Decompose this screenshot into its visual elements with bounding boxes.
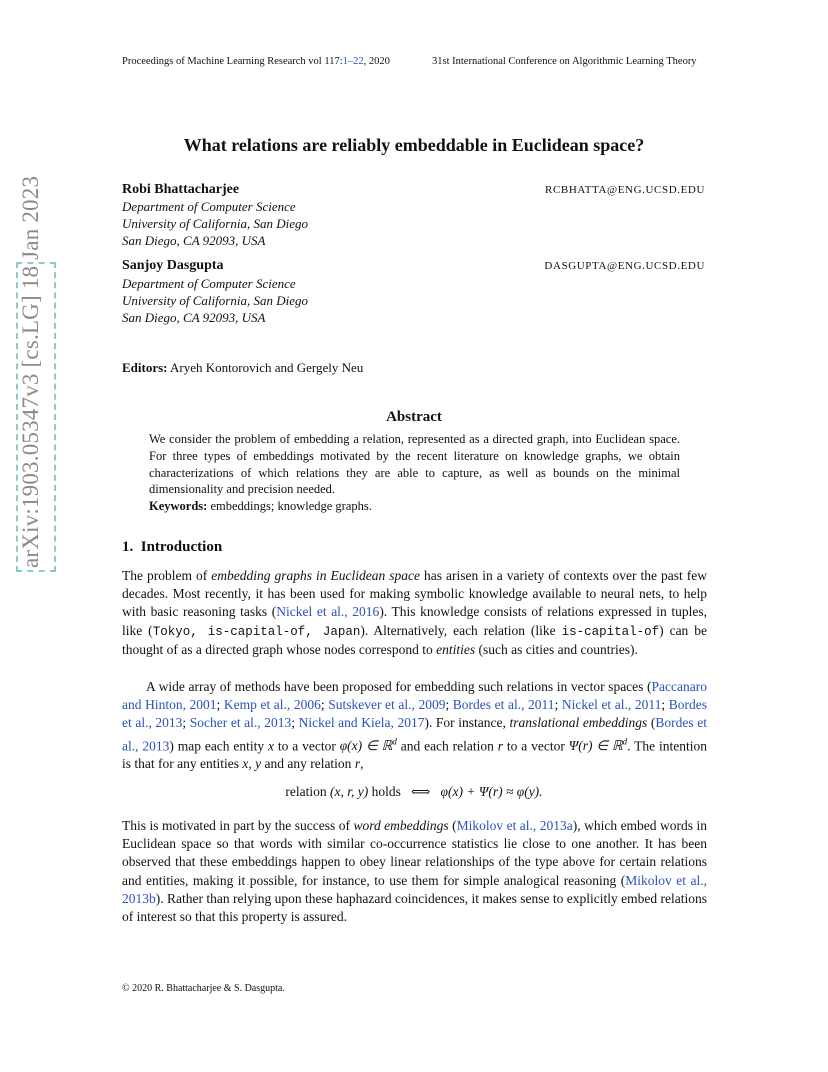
citation-link[interactable]: Mikolov et al., 2013b	[122, 872, 707, 906]
citation-link[interactable]: Socher et al., 2013	[189, 715, 292, 731]
section-heading: 1. Introduction	[122, 539, 223, 555]
citation-link[interactable]: Bordes et al., 2011	[452, 697, 555, 713]
citation-link[interactable]: Nickel et al., 2016	[276, 604, 380, 620]
author-name: Sanjoy Dasgupta	[122, 258, 224, 273]
author-affiliation: Department of Computer Science University of California, San Diego San Diego, CA 92093, USA	[122, 199, 308, 248]
arxiv-stamp[interactable]: arXiv:1903.05347v3 [cs.LG] 18 Jan 2023	[18, 175, 43, 568]
citation-link[interactable]: Paccanaro and Hinton, 2001	[122, 679, 707, 713]
paper-title: What relations are reliably embeddable in Euclidean space?	[183, 135, 645, 155]
citation-link[interactable]: Mikolov et al., 2013a	[456, 818, 573, 833]
citation-link[interactable]: Bordes et al., 2013	[122, 715, 707, 754]
citation-link[interactable]: Nickel and Kiela, 2017	[298, 715, 425, 731]
keywords-line: Keywords: embeddings; knowledge graphs.	[149, 499, 372, 514]
intro-paragraph-2: A wide array of methods have been proposed for embedding such relations in vector spaces (Paccanaro and Hinton, 2001; Kemp et al., 2006; Sutskever et al., 2009; Bordes et al., 2011; Nickel et al., 2011; Bordes et al., 2013; Socher et al., 2013; Nickel and Kiela, 2017). For instance, translational embeddings (Bordes et al., 2013) map each entity x to a vector φ(x) ∈ ℝ$^d$ and each relation r to a vector Ψ(r) ∈ ℝ$^d$. The intention is that for any entities x, y and any relation r,	[122, 679, 707, 772]
page-range-link[interactable]: 1–22	[342, 56, 364, 67]
citation-link[interactable]: Nickel et al., 2011	[561, 697, 662, 713]
citation-link[interactable]: Kemp et al., 2006	[223, 697, 321, 713]
running-header-right: 31st International Conference on Algorithmic Learning Theory	[432, 56, 697, 67]
abstract-body: We consider the problem of embedding a relation, represented as a directed graph, into Euclidean space. For three types of embeddings motivated by the recent literature on knowledge graphs, we obtain characterizations of which relations they are able to capture, as well as bounds on the minimal dimensionality and precision needed. Keywords: embeddings; knowledge graphs.	[149, 432, 680, 514]
intro-paragraph-3: This is motivated in part by the success of word embeddings (Mikolov et al., 2013a), which embed words in Euclidean space so that words with similar co-occurrence statistics lie close to one another. It has been observed that these embeddings happen to obey linear relationships of the type above for certain relations and entities, making it possible, for instance, to use them for simple analogical reasoning (Mikolov et al., 2013b). Rather than relying upon these haphazard coincidences, it makes sense to explicitly embed relations of interest so that this property is assured.	[122, 818, 707, 925]
author-affiliation: Department of Computer Science University of California, San Diego San Diego, CA 92093, USA	[122, 276, 308, 325]
abstract-heading: Abstract	[386, 409, 442, 425]
intro-paragraph-1: The problem of embedding graphs in Euclidean space has arisen in a variety of contexts over the past few decades. Most recently, it has been used for making symbolic knowledge available to neural nets, to help with basic reasoning tasks (Nickel et al., 2016). This knowledge consists of relations expressed in tuples, like (Tokyo, is-capital-of, Japan). Alternatively, each relation (like is-capital-of) can be thought of as a directed graph whose nodes correspond to entities (such as cities and countries).	[122, 568, 707, 657]
author-email[interactable]: DASGUPTA@ENG.UCSD.EDU	[544, 260, 705, 272]
citation-link[interactable]: Sutskever et al., 2009	[328, 697, 446, 713]
copyright-footer: © 2020 R. Bhattacharjee & S. Dasgupta.	[122, 983, 285, 994]
display-equation: relation (x, r, y) holds ⟺ φ(x) + Ψ(r) ≈ φ(y).	[285, 784, 543, 799]
running-header-left: Proceedings of Machine Learning Research vol 117:1–22, 2020	[122, 56, 390, 67]
editors-line: Editors: Aryeh Kontorovich and Gergely Neu	[122, 360, 364, 375]
author-email[interactable]: RCBHATTA@ENG.UCSD.EDU	[545, 184, 705, 196]
citation-link[interactable]: Bordes et al., 2013	[122, 697, 707, 731]
author-name: Robi Bhattacharjee	[122, 182, 240, 197]
